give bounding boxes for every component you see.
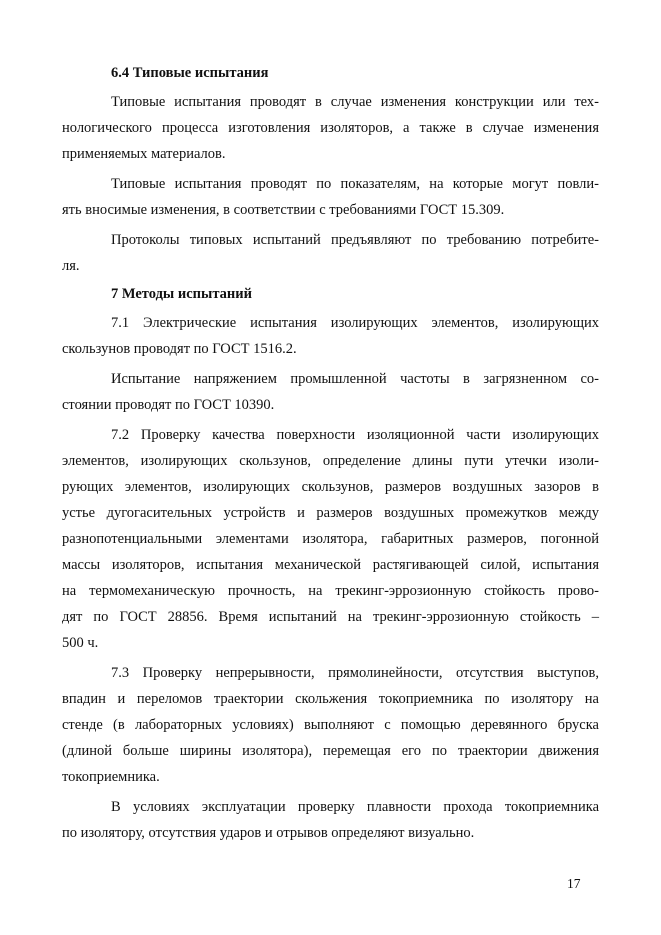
paragraph-line: 7.1 Электрические испытания изолирующих элементов, изолирующих (111, 315, 599, 331)
section-6-4-body (62, 89, 599, 279)
paragraph-line: устье дугогасительных устройств и размеров воздушных промежутков между (62, 505, 599, 521)
section-heading-7: 7 Методы испытаний (111, 286, 252, 302)
paragraph (62, 660, 599, 790)
paragraph-line: скользунов проводят по ГОСТ 1516.2. (62, 341, 297, 357)
paragraph-line: массы изоляторов, испытания механической растягивающей силой, испытания (62, 557, 599, 573)
paragraph-line: дят по ГОСТ 28856. Время испытаний на трекинг-эррозионную стойкость – (62, 609, 599, 625)
paragraph (62, 227, 599, 279)
paragraph (62, 89, 599, 167)
paragraph-line: (длиной больше ширины изолятора), перемещая его по траектории движения (62, 743, 599, 759)
paragraph (62, 422, 599, 656)
paragraph-line: рующих элементов, изолирующих скользунов, размеров воздушных зазоров в (62, 479, 599, 495)
paragraph-line: впадин и переломов траектории скольжения токоприемника по изолятору на (62, 691, 599, 707)
paragraph-line: 7.2 Проверку качества поверхности изоляционной части изолирующих (111, 427, 599, 443)
paragraph (62, 171, 599, 223)
paragraph-line: на термомеханическую прочность, на трекинг-эррозионную стойкость прово- (62, 583, 599, 599)
paragraph-line: применяемых материалов. (62, 146, 226, 162)
paragraph-line: ять вносимые изменения, в соответствии с требованиями ГОСТ 15.309. (62, 202, 505, 218)
paragraph-line: 7.3 Проверку непрерывности, прямолинейности, отсутствия выступов, (111, 665, 599, 681)
paragraph-line: В условиях эксплуатации проверку плавности прохода токоприемника (111, 799, 599, 815)
paragraph-line: нологического процесса изготовления изоляторов, а также в случае изменения (62, 120, 599, 136)
paragraph-line: токоприемника. (62, 769, 160, 785)
section-6-4 (62, 64, 599, 279)
paragraph-line: ля. (62, 258, 80, 274)
paragraph-line: Испытание напряжением промышленной частоты в загрязненном со- (111, 371, 599, 387)
paragraph-line: Типовые испытания проводят в случае изменения конструкции или тех- (111, 94, 599, 110)
paragraph (62, 310, 599, 362)
paragraph-line: по изолятору, отсутствия ударов и отрывов определяют визуально. (62, 825, 475, 841)
page-content (62, 64, 599, 850)
page-number: 17 (567, 876, 581, 891)
section-7 (62, 285, 599, 846)
paragraph-line: Протоколы типовых испытаний предъявляют по требованию потребите- (111, 232, 599, 248)
paragraph-line: 500 ч. (62, 635, 99, 651)
paragraph (62, 366, 599, 418)
section-heading-6-4: 6.4 Типовые испытания (111, 65, 269, 81)
paragraph-line: разнопотенциальными элементами изолятора, габаритных размеров, погонной (62, 531, 599, 547)
paragraph (62, 794, 599, 846)
paragraph-line: Типовые испытания проводят по показателям, на которые могут повли- (111, 176, 599, 192)
paragraph-line: стенде (в лабораторных условиях) выполняют с помощью деревянного бруска (62, 717, 599, 733)
paragraph-line: элементов, изолирующих скользунов, определение длины пути утечки изоли- (62, 453, 599, 469)
paragraph-line: стоянии проводят по ГОСТ 10390. (62, 397, 275, 413)
section-7-body (62, 310, 599, 846)
